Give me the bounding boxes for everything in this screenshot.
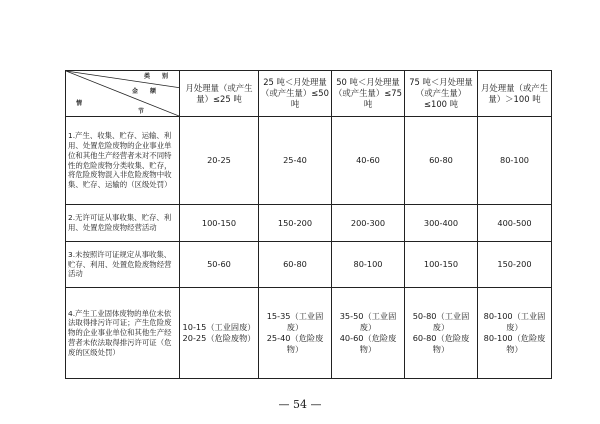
table-cell: [478, 288, 552, 379]
solid-waste-fee: 50-80（工业固废）: [412, 311, 470, 333]
table-row: [66, 117, 552, 205]
column-header-4: 75 吨＜月处理量（或产生量）≤100 吨: [405, 71, 478, 117]
table-cell: [259, 288, 332, 379]
table-cell: 50-60: [180, 242, 259, 288]
table-row: [66, 288, 552, 379]
table-cell: 100-150: [180, 205, 259, 242]
solid-waste-fee: 15-35（工业固废）: [266, 311, 324, 333]
diagonal-corner-header: [66, 71, 180, 117]
penalty-fee-table: [65, 70, 552, 379]
table-cell: 80-100: [478, 117, 552, 205]
solid-waste-fee: 35-50（工业固废）: [339, 311, 397, 333]
hazardous-waste-fee: 40-60（危险废物）: [339, 333, 397, 354]
table-cell: 400-500: [478, 205, 552, 242]
row-label-1: 1.产生、收集、贮存、运输、利用、处置危险废物的企业事业单位和其他生产经营者未对不同特性的危险废物分类收集、贮存，将危险废物混入非危险废物中收集、贮存、运输的（区级处罚）: [66, 117, 180, 205]
table-cell: 40-60: [332, 117, 405, 205]
hazardous-waste-fee: 80-100（危险废物）: [483, 333, 546, 354]
solid-waste-fee: 10-15（工业固废）: [182, 322, 256, 333]
table-row: [66, 242, 552, 288]
table-row: [66, 205, 552, 242]
solid-waste-fee: 80-100（工业固废）: [483, 311, 546, 333]
hazardous-waste-fee: 20-25（危险废物）: [182, 333, 256, 343]
table-cell: 20-25: [180, 117, 259, 205]
column-header-3: 50 吨＜月处理量（或产生量）≤75 吨: [332, 71, 405, 117]
table-cell: 300-400: [405, 205, 478, 242]
table-cell: 25-40: [259, 117, 332, 205]
corner-label-case: 情: [76, 100, 83, 107]
fee-table-container: [65, 70, 551, 378]
row-label-2: 2.无许可证从事收集、贮存、利用、处置危险废物经营活动: [66, 205, 180, 242]
row-label-4: 4.产生工业固体废物的单位未依法取得排污许可证；产生危险废物的企业事业单位和其他生产经营者未依法取得排污许可证（危废的区级处罚）: [66, 288, 180, 379]
column-header-1: 月处理量（或产生量）≤25 吨: [180, 71, 259, 117]
table-cell: 200-300: [332, 205, 405, 242]
hazardous-waste-fee: 25-40（危险废物）: [266, 333, 324, 354]
page-number: — 54 —: [278, 398, 322, 411]
corner-label-category: 类 别: [144, 73, 169, 80]
table-cell: [405, 288, 478, 379]
table-cell: 150-200: [259, 205, 332, 242]
table-cell: [180, 288, 259, 379]
corner-label-amount: 金 额: [132, 88, 157, 95]
table-cell: 60-80: [259, 242, 332, 288]
hazardous-waste-fee: 60-80（危险废物）: [412, 333, 470, 354]
column-header-2: 25 吨＜月处理量（或产生量）≤50 吨: [259, 71, 332, 117]
table-cell: 150-200: [478, 242, 552, 288]
column-header-5: 月处理量（或产生量）＞100 吨: [478, 71, 552, 117]
table-cell: 100-150: [405, 242, 478, 288]
table-cell: 80-100: [332, 242, 405, 288]
header-row: [66, 71, 552, 117]
row-label-3: 3.未按照许可证规定从事收集、贮存、利用、处置危险废物经营活动: [66, 242, 180, 288]
table-cell: 60-80: [405, 117, 478, 205]
corner-label-section: 节: [138, 108, 145, 115]
table-cell: [332, 288, 405, 379]
